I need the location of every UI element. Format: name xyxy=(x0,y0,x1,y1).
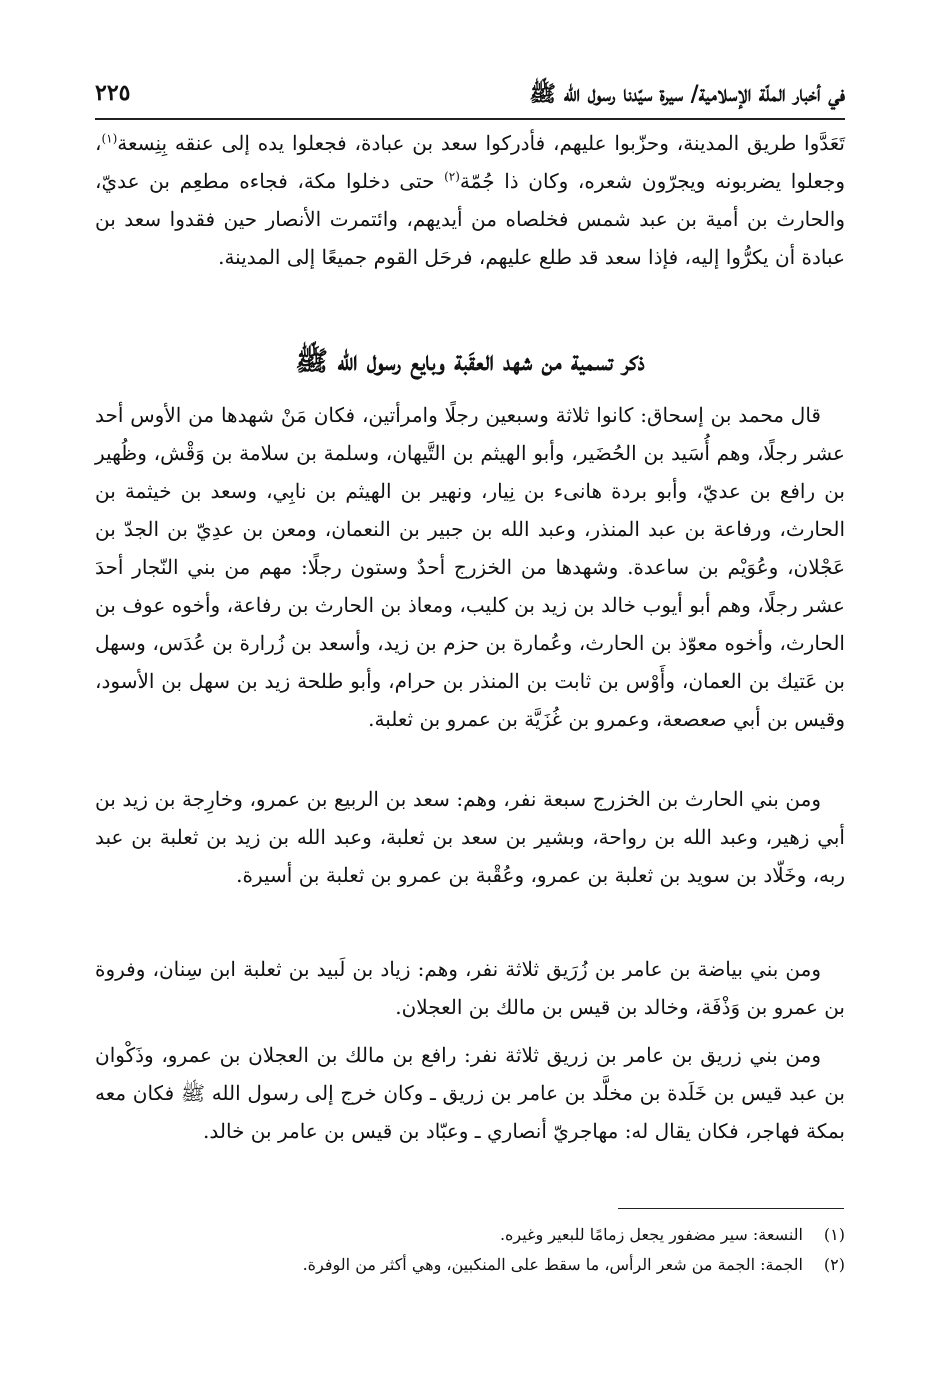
footnote-divider xyxy=(618,1208,844,1209)
footnote-reference-1: (١) xyxy=(101,131,118,146)
paragraph-aws-khazraj: قال محمد بن إسحاق: كانوا ثلاثة وسبعين رجلًا وامرأتين، فكان مَنْ شهدها من الأوس أحد عشر رجلًا، وهم أُسَيد بن الحُضَير، وأبو الهيثم بن التَّيهان، وسلمة بن سلامة بن وَقْش، وظُهير بن رافع بن عديّ، وأبو بردة هانىء بن نِيار، ونهير بن الهيثم بن نابِي، وسعد بن خيثمة بن الحارث، ورفاعة بن عبد المنذر، وعبد الله بن جبير بن النعمان، ومعن بن عدِيّ بن الجدّ بن عَجْلان، وعُوَيْم بن ساعدة. وشهدها من الخزرج أحدٌ وستون رجلًا: مهم من بني النّجار أحدَ عشر رجلًا، وهم أبو أيوب خالد بن زيد بن كليب، ومعاذ بن الحارث بن رفاعة، وأخوه عوف بن الحارث، وأخوه معوّذ بن الحارث، وعُمارة بن حزم بن زيد، وأسعد بن زُرارة بن عُدَس، وسهل بن عَتيك بن العمان، وأَوْس بن ثابت بن المنذر بن حرام، وأبو طلحة زيد بن سهل بن الأسود، وقيس بن أبي صعصعة، وعمرو بن غُزَيَّة بن عمرو بن ثعلبة. xyxy=(95,403,845,731)
footnote-text: النسعة: سير مضفور يجعل زمامًا للبعير وغيره. xyxy=(499,1225,803,1244)
footnote-2 xyxy=(95,1250,845,1280)
header-title: في أخبار الملّة الإسلامية/ سيرة سيّدنا رسول الله ﷺ xyxy=(529,81,845,107)
page-number: ٢٢٥ xyxy=(95,80,131,106)
footnote-number: (١) xyxy=(823,1225,845,1244)
header-divider xyxy=(95,118,845,120)
paragraph-text-part: حتى دخلوا مكة، فجاءه مطعِم بن عديّ، والحارث بن أمية بن عبد شمس فخلصاه من أيديهم، وائتمرت الأنصار حين فقدوا سعد بن عبادة أن يكرُّوا إليه، فإذا سعد قد طلع عليهم، فرحَل القوم جميعًا إلى المدينة. xyxy=(95,169,845,269)
paragraph-bani-bayada: ومن بني بياضة بن عامر بن زُرَيق ثلاثة نفر، وهم: زياد بن لَبيد بن ثعلبة ابن سِنان، وفروة بن عمرو بن وَذْفَة، وخالد بن قيس بن مالك بن العجلان. xyxy=(95,957,845,1019)
footnote-reference-2: (٢) xyxy=(444,169,460,184)
footnote-text: الجمة: الجمة من شعر الرأس، ما سقط على المنكبين، وهي أكثر من الوفرة. xyxy=(302,1255,803,1274)
footnote-1 xyxy=(95,1220,845,1250)
paragraph-text-part: ، وجعلوا يضربونه ويجرّون شعره، وكان ذا جُمّة xyxy=(95,131,845,193)
paragraph-text-part: تَعَدَّوا طريق المدينة، وحزّبوا عليهم، فأدركوا سعد بن عبادة، فجعلوا يده إلى عنقه بِنِسعة xyxy=(117,131,845,155)
paragraph-continuation xyxy=(95,124,845,276)
footnotes xyxy=(95,1220,845,1280)
paragraph-bani-zurayq: ومن بني زريق بن عامر بن زريق ثلاثة نفر: رافع بن مالك بن العجلان بن عمرو، وذَكْوان بن عبد قيس بن خَلَدة بن مخلَّد بن عامر بن زريق ـ وكان خرج إلى رسول الله ﷺ فكان معه بمكة فهاجر، فكان يقال له: مهاجريّ أنصاري ـ وعبّاد بن قيس بن عامر بن خالد. xyxy=(95,1043,845,1143)
footnote-number: (٢) xyxy=(823,1255,845,1274)
running-header xyxy=(95,78,845,114)
paragraph-bani-harith: ومن بني الحارث بن الخزرج سبعة نفر، وهم: سعد بن الربيع بن عمرو، وخارِجة بن زيد بن أبي زهير، وعبد الله بن رواحة، وبشير بن سعد بن ثعلبة، وعبد الله بن زيد بن ثعلبة بن عبد ربه، وخَلّاد بن سويد بن ثعلبة بن عمرو، وعُقْبة بن عمرو بن ثعلبة بن أسيرة. xyxy=(95,787,845,887)
section-heading: ذكر تسمية من شهد العقَبة وبايع رسول الله ﷺ xyxy=(295,346,645,377)
